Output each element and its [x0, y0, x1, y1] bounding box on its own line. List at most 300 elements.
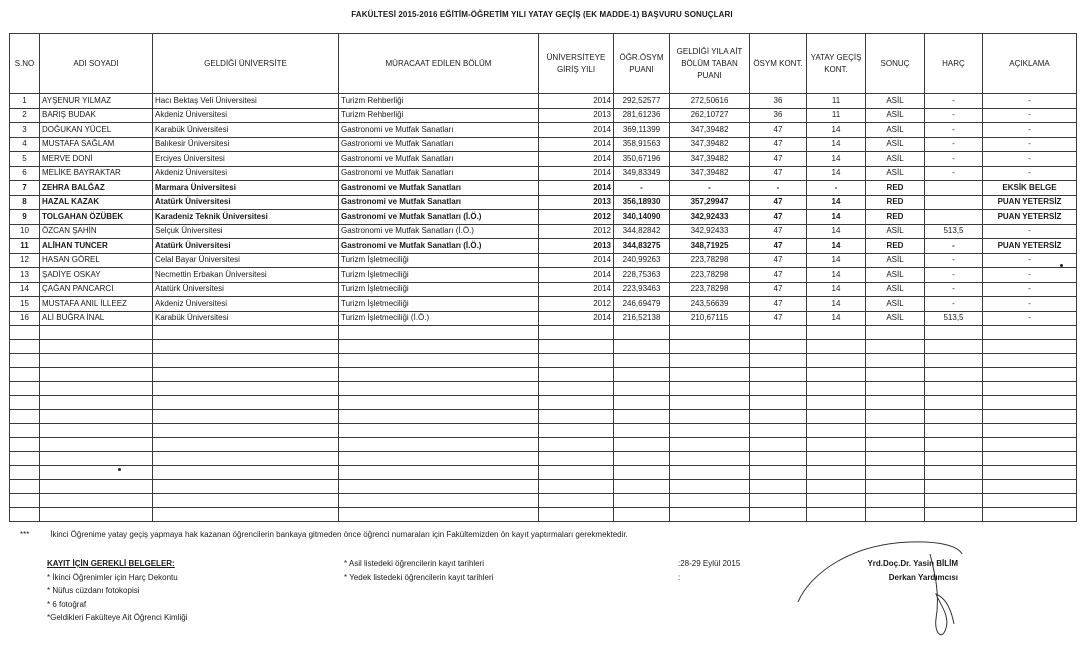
empty-cell: [983, 480, 1077, 494]
cell-osym: 47: [750, 239, 807, 254]
empty-cell: [614, 354, 670, 368]
cell-base: 348,71925: [670, 239, 750, 254]
cell-fee: [925, 181, 983, 196]
empty-cell: [670, 438, 750, 452]
primary-dates-label: * Asil listedeki öğrencilerin kayıt tarihleri: [344, 559, 485, 568]
cell-department: Gastronomi ve Mutfak Sanatları (İ.Ö.): [339, 239, 539, 254]
cell-year: 2014: [539, 152, 614, 167]
cell-department: Turizm İşletmeciliği (İ.Ö.): [339, 311, 539, 326]
cell-fee: -: [925, 297, 983, 312]
cell-note: -: [983, 224, 1077, 239]
table-row: [10, 94, 1077, 109]
empty-cell: [10, 452, 40, 466]
empty-cell: [153, 354, 339, 368]
empty-cell: [807, 508, 866, 522]
scan-speck: [1060, 264, 1063, 267]
cell-fee: -: [925, 268, 983, 283]
empty-cell: [670, 494, 750, 508]
cell-note: -: [983, 123, 1077, 138]
cell-osym: 47: [750, 224, 807, 239]
empty-cell: [925, 340, 983, 354]
cell-base: 210,67115: [670, 311, 750, 326]
empty-cell: [750, 424, 807, 438]
table-row: [10, 181, 1077, 196]
empty-cell: [339, 424, 539, 438]
empty-cell: [983, 438, 1077, 452]
empty-cell: [40, 326, 153, 340]
cell-base: 347,39482: [670, 137, 750, 152]
empty-cell: [670, 480, 750, 494]
col-transfer-quota: YATAY GEÇİŞ KONT.: [807, 34, 866, 94]
cell-fee: -: [925, 108, 983, 123]
page-title: FAKÜLTESİ 2015-2016 EĞİTİM-ÖĞRETİM YILI YATAY GEÇİŞ (EK MADDE-1) BAŞVURU SONUÇLARI: [351, 10, 733, 19]
empty-row: [10, 508, 1077, 522]
empty-cell: [983, 508, 1077, 522]
cell-year: 2013: [539, 195, 614, 210]
empty-cell: [153, 340, 339, 354]
empty-cell: [40, 494, 153, 508]
cell-base: 347,39482: [670, 152, 750, 167]
empty-row: [10, 396, 1077, 410]
scan-speck: [118, 468, 121, 471]
cell-score: -: [614, 181, 670, 196]
empty-cell: [614, 340, 670, 354]
cell-sno: 9: [10, 210, 40, 225]
empty-row: [10, 424, 1077, 438]
cell-osym: 47: [750, 282, 807, 297]
cell-name: MUSTAFA SAĞLAM: [40, 137, 153, 152]
empty-cell: [983, 452, 1077, 466]
cell-osym: 36: [750, 94, 807, 109]
empty-cell: [866, 508, 925, 522]
col-score: ÖĞR.ÖSYM PUANI: [614, 34, 670, 94]
cell-result: RED: [866, 210, 925, 225]
col-fee: HARÇ: [925, 34, 983, 94]
empty-cell: [614, 382, 670, 396]
empty-cell: [866, 438, 925, 452]
empty-cell: [983, 354, 1077, 368]
document-item: * İkinci Öğrenimler için Harç Dekontu: [47, 572, 178, 582]
empty-cell: [539, 368, 614, 382]
empty-row: [10, 340, 1077, 354]
required-documents: [47, 557, 188, 625]
cell-university: Marmara Üniversitesi: [153, 181, 339, 196]
handwritten-signature: [790, 524, 970, 644]
cell-fee: -: [925, 253, 983, 268]
empty-cell: [10, 326, 40, 340]
empty-cell: [925, 466, 983, 480]
empty-cell: [614, 368, 670, 382]
empty-cell: [807, 368, 866, 382]
empty-cell: [153, 326, 339, 340]
empty-cell: [10, 508, 40, 522]
empty-cell: [153, 438, 339, 452]
empty-row: [10, 480, 1077, 494]
cell-year: 2014: [539, 166, 614, 181]
table-row: [10, 297, 1077, 312]
empty-cell: [925, 354, 983, 368]
empty-cell: [750, 438, 807, 452]
cell-name: MELİKE BAYRAKTAR: [40, 166, 153, 181]
empty-cell: [539, 452, 614, 466]
cell-osym: 36: [750, 108, 807, 123]
empty-cell: [40, 368, 153, 382]
empty-cell: [339, 410, 539, 424]
empty-cell: [339, 480, 539, 494]
cell-department: Turizm İşletmeciliği: [339, 297, 539, 312]
cell-base: 357,29947: [670, 195, 750, 210]
empty-cell: [750, 354, 807, 368]
empty-cell: [339, 466, 539, 480]
cell-university: Balıkesir Üniversitesi: [153, 137, 339, 152]
empty-cell: [614, 410, 670, 424]
empty-cell: [10, 368, 40, 382]
cell-note: -: [983, 253, 1077, 268]
cell-sno: 15: [10, 297, 40, 312]
table-row: [10, 239, 1077, 254]
empty-cell: [983, 396, 1077, 410]
cell-note: PUAN YETERSİZ: [983, 210, 1077, 225]
empty-cell: [10, 410, 40, 424]
cell-university: Akdeniz Üniversitesi: [153, 297, 339, 312]
col-base-score: GELDİĞİ YILA AİT BÖLÜM TABAN PUANI: [670, 34, 750, 94]
cell-department: Gastronomi ve Mutfak Sanatları: [339, 195, 539, 210]
cell-score: 246,69479: [614, 297, 670, 312]
cell-result: RED: [866, 239, 925, 254]
cell-year: 2014: [539, 253, 614, 268]
cell-sno: 8: [10, 195, 40, 210]
empty-cell: [539, 340, 614, 354]
empty-cell: [925, 508, 983, 522]
empty-cell: [153, 424, 339, 438]
cell-sno: 14: [10, 282, 40, 297]
empty-cell: [925, 494, 983, 508]
col-department: MÜRACAAT EDİLEN BÖLÜM: [339, 34, 539, 94]
cell-transfer: 14: [807, 297, 866, 312]
empty-cell: [983, 410, 1077, 424]
footnote-text: İkinci Öğrenime yatay geçiş yapmaya hak kazanan öğrencilerin bankaya gitmeden önce öğrenci numaraları için Fakültemizden ön kayıt yaptırmaları gerekmektedir.: [50, 530, 628, 539]
document-item: * Nüfus cüzdanı fotokopisi: [47, 586, 140, 595]
cell-year: 2014: [539, 94, 614, 109]
cell-university: Atatürk Üniversitesi: [153, 282, 339, 297]
cell-fee: [925, 210, 983, 225]
empty-cell: [339, 508, 539, 522]
cell-sno: 7: [10, 181, 40, 196]
empty-cell: [670, 354, 750, 368]
cell-osym: 47: [750, 268, 807, 283]
empty-cell: [40, 452, 153, 466]
empty-cell: [10, 354, 40, 368]
cell-transfer: 14: [807, 282, 866, 297]
empty-cell: [153, 368, 339, 382]
empty-cell: [670, 382, 750, 396]
empty-cell: [866, 340, 925, 354]
cell-name: TOLGAHAN ÖZÜBEK: [40, 210, 153, 225]
cell-result: ASİL: [866, 137, 925, 152]
empty-cell: [10, 382, 40, 396]
cell-year: 2014: [539, 123, 614, 138]
empty-cell: [339, 452, 539, 466]
empty-cell: [925, 424, 983, 438]
cell-base: -: [670, 181, 750, 196]
cell-osym: 47: [750, 311, 807, 326]
cell-name: ALİHAN TUNCER: [40, 239, 153, 254]
empty-cell: [10, 396, 40, 410]
cell-sno: 6: [10, 166, 40, 181]
cell-score: 369,11399: [614, 123, 670, 138]
empty-row: [10, 382, 1077, 396]
cell-year: 2012: [539, 297, 614, 312]
empty-cell: [339, 494, 539, 508]
col-university: GELDİĞİ ÜNİVERSİTE: [153, 34, 339, 94]
cell-base: 243,56639: [670, 297, 750, 312]
cell-score: 344,83275: [614, 239, 670, 254]
empty-cell: [539, 354, 614, 368]
cell-department: Turizm İşletmeciliği: [339, 268, 539, 283]
cell-osym: 47: [750, 297, 807, 312]
table-row: [10, 210, 1077, 225]
cell-note: -: [983, 297, 1077, 312]
empty-cell: [670, 508, 750, 522]
cell-sno: 3: [10, 123, 40, 138]
cell-result: RED: [866, 181, 925, 196]
empty-cell: [40, 508, 153, 522]
col-entry-year: ÜNİVERSİTEYE GİRİŞ YILI: [539, 34, 614, 94]
empty-cell: [807, 480, 866, 494]
empty-cell: [750, 382, 807, 396]
empty-cell: [807, 396, 866, 410]
empty-cell: [807, 340, 866, 354]
empty-cell: [807, 466, 866, 480]
empty-cell: [750, 452, 807, 466]
cell-base: 272,50616: [670, 94, 750, 109]
cell-result: ASİL: [866, 123, 925, 138]
cell-osym: 47: [750, 123, 807, 138]
empty-cell: [614, 466, 670, 480]
cell-note: EKSİK BELGE: [983, 181, 1077, 196]
empty-cell: [750, 508, 807, 522]
cell-result: ASİL: [866, 311, 925, 326]
cell-year: 2013: [539, 239, 614, 254]
empty-cell: [807, 494, 866, 508]
empty-cell: [614, 396, 670, 410]
empty-cell: [614, 508, 670, 522]
cell-note: -: [983, 311, 1077, 326]
empty-cell: [10, 340, 40, 354]
cell-base: 342,92433: [670, 210, 750, 225]
cell-department: Turizm İşletmeciliği: [339, 282, 539, 297]
empty-cell: [40, 340, 153, 354]
cell-name: ZEHRA BALĞAZ: [40, 181, 153, 196]
empty-cell: [670, 466, 750, 480]
table-row: [10, 152, 1077, 167]
cell-score: 350,67196: [614, 152, 670, 167]
cell-transfer: 14: [807, 195, 866, 210]
empty-cell: [40, 396, 153, 410]
cell-transfer: 11: [807, 108, 866, 123]
cell-score: 281,61236: [614, 108, 670, 123]
cell-name: ŞADİYE OSKAY: [40, 268, 153, 283]
cell-sno: 1: [10, 94, 40, 109]
empty-cell: [750, 494, 807, 508]
empty-cell: [153, 452, 339, 466]
cell-osym: 47: [750, 166, 807, 181]
empty-cell: [983, 494, 1077, 508]
empty-cell: [807, 410, 866, 424]
cell-year: 2014: [539, 137, 614, 152]
table-row: [10, 253, 1077, 268]
empty-cell: [10, 494, 40, 508]
cell-year: 2014: [539, 268, 614, 283]
cell-sno: 13: [10, 268, 40, 283]
col-note: AÇIKLAMA: [983, 34, 1077, 94]
signatory-name: Yrd.Doç.Dr. Yasin BİLİM: [867, 559, 958, 568]
cell-year: 2014: [539, 282, 614, 297]
cell-year: 2012: [539, 210, 614, 225]
empty-cell: [807, 438, 866, 452]
empty-cell: [750, 410, 807, 424]
cell-sno: 16: [10, 311, 40, 326]
document-item: * 6 fotoğraf: [47, 599, 87, 609]
cell-transfer: 14: [807, 311, 866, 326]
cell-note: -: [983, 108, 1077, 123]
empty-cell: [10, 480, 40, 494]
empty-cell: [983, 466, 1077, 480]
cell-result: ASİL: [866, 268, 925, 283]
cell-transfer: 14: [807, 268, 866, 283]
empty-cell: [539, 326, 614, 340]
cell-department: Gastronomi ve Mutfak Sanatları: [339, 152, 539, 167]
cell-result: ASİL: [866, 282, 925, 297]
col-sno: S.NO: [10, 34, 40, 94]
cell-department: Gastronomi ve Mutfak Sanatları: [339, 137, 539, 152]
empty-cell: [153, 410, 339, 424]
empty-cell: [539, 480, 614, 494]
results-table: [9, 33, 1077, 522]
empty-cell: [153, 382, 339, 396]
empty-cell: [866, 396, 925, 410]
cell-department: Gastronomi ve Mutfak Sanatları (İ.Ö.): [339, 224, 539, 239]
cell-note: PUAN YETERSİZ: [983, 195, 1077, 210]
cell-fee: -: [925, 94, 983, 109]
cell-transfer: 14: [807, 210, 866, 225]
cell-result: ASİL: [866, 224, 925, 239]
cell-transfer: 14: [807, 253, 866, 268]
empty-cell: [539, 382, 614, 396]
empty-cell: [866, 452, 925, 466]
cell-osym: 47: [750, 210, 807, 225]
table-row: [10, 282, 1077, 297]
empty-cell: [40, 466, 153, 480]
cell-score: 356,18930: [614, 195, 670, 210]
cell-base: 347,39482: [670, 166, 750, 181]
empty-cell: [925, 368, 983, 382]
empty-cell: [866, 480, 925, 494]
empty-cell: [750, 480, 807, 494]
empty-cell: [10, 466, 40, 480]
empty-cell: [614, 326, 670, 340]
empty-cell: [983, 382, 1077, 396]
cell-osym: 47: [750, 137, 807, 152]
cell-result: RED: [866, 195, 925, 210]
empty-cell: [339, 368, 539, 382]
empty-cell: [866, 410, 925, 424]
empty-cell: [807, 424, 866, 438]
cell-sno: 2: [10, 108, 40, 123]
cell-university: Hacı Bektaş Veli Üniversitesi: [153, 94, 339, 109]
cell-department: Gastronomi ve Mutfak Sanatları (İ.Ö.): [339, 210, 539, 225]
table-row: [10, 224, 1077, 239]
cell-name: AYŞENUR YILMAZ: [40, 94, 153, 109]
cell-department: Turizm Rehberliği: [339, 108, 539, 123]
empty-cell: [866, 424, 925, 438]
cell-fee: -: [925, 239, 983, 254]
cell-result: ASİL: [866, 253, 925, 268]
cell-name: ÇAĞAN PANCARCI: [40, 282, 153, 297]
documents-heading: KAYIT İÇİN GEREKLİ BELGELER:: [47, 559, 175, 568]
empty-row: [10, 494, 1077, 508]
empty-cell: [153, 466, 339, 480]
cell-osym: 47: [750, 152, 807, 167]
empty-cell: [614, 494, 670, 508]
cell-fee: 513,5: [925, 224, 983, 239]
table-row: [10, 166, 1077, 181]
cell-score: 240,99263: [614, 253, 670, 268]
cell-fee: -: [925, 137, 983, 152]
empty-cell: [807, 452, 866, 466]
cell-base: 347,39482: [670, 123, 750, 138]
cell-transfer: 14: [807, 137, 866, 152]
cell-university: Erciyes Üniversitesi: [153, 152, 339, 167]
col-name: ADI SOYADI: [40, 34, 153, 94]
cell-name: DOĞUKAN YÜCEL: [40, 123, 153, 138]
empty-cell: [750, 466, 807, 480]
empty-cell: [614, 438, 670, 452]
cell-sno: 11: [10, 239, 40, 254]
empty-cell: [983, 326, 1077, 340]
empty-cell: [670, 424, 750, 438]
empty-cell: [925, 382, 983, 396]
cell-base: 342,92433: [670, 224, 750, 239]
cell-fee: -: [925, 123, 983, 138]
empty-cell: [750, 368, 807, 382]
empty-cell: [983, 340, 1077, 354]
cell-result: ASİL: [866, 166, 925, 181]
table-row: [10, 108, 1077, 123]
cell-osym: 47: [750, 253, 807, 268]
empty-cell: [925, 396, 983, 410]
cell-department: Gastronomi ve Mutfak Sanatları: [339, 181, 539, 196]
empty-cell: [40, 424, 153, 438]
empty-cell: [153, 396, 339, 410]
empty-cell: [670, 326, 750, 340]
empty-cell: [750, 340, 807, 354]
cell-university: Karadeniz Teknik Üniversitesi: [153, 210, 339, 225]
cell-department: Turizm İşletmeciliği: [339, 253, 539, 268]
cell-osym: -: [750, 181, 807, 196]
document-item: *Geldikleri Fakülteye Ait Öğrenci Kimliği: [47, 613, 188, 622]
empty-cell: [539, 424, 614, 438]
empty-cell: [339, 438, 539, 452]
empty-cell: [925, 326, 983, 340]
cell-year: 2012: [539, 224, 614, 239]
cell-name: MUSTAFA ANIL İLLEEZ: [40, 297, 153, 312]
empty-cell: [614, 480, 670, 494]
empty-row: [10, 354, 1077, 368]
cell-department: Gastronomi ve Mutfak Sanatları: [339, 166, 539, 181]
empty-cell: [750, 396, 807, 410]
empty-cell: [866, 382, 925, 396]
